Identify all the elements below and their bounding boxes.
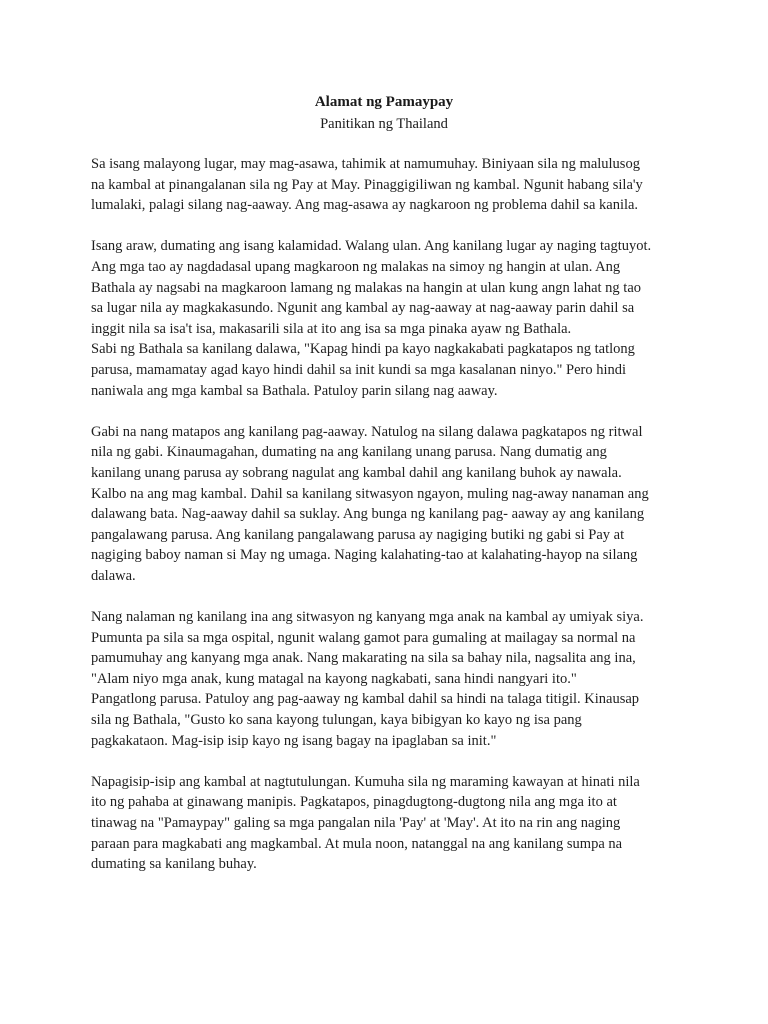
text-line: kanilang unang parusa ay sobrang nagulat ang kambal dahil ang kanilang buhok ay nawala. [91,464,622,481]
text-line: pagkakataon. Mag-isip isip kayo ng isang bagay na ipaglaban sa init." [91,732,497,749]
text-line: Pangatlong parusa. Patuloy ang pag-aaway ng kambal dahil sa hindi na talaga titigil. Kinausap [91,691,640,708]
text-line: dalawa. [91,567,136,584]
document-body [91,154,681,895]
text-line: nila ng gabi. Kinaumagahan, dumating na ang kanilang unang parusa. Nang dumatig ang [91,444,607,461]
text-line: tinawag na "Pamaypay" galing sa mga pangalan nila 'Pay' at 'May'. At ito na rin ang naging [91,815,621,831]
text-line: Ang mga tao ay nagdadasal upang magkaroon ng malakas na simoy ng hangin at ulan. Ang [91,258,621,275]
text-line: na kambal at pinangalanan sila ng Pay at May. Pinaggigiliwan ng kambal. Ngunit habang sila'y [91,176,643,193]
text-line: pamumuhay ang kanyang mga anak. Nang makarating na sila sa bahay nila, nagsalita ang ina, [91,650,636,667]
text-line: Bathala ay nagsabi na magkaroon lamang ng malakas na hangin at ulan kung angn lahat ng tao [91,279,642,296]
text-line: Sa isang malayong lugar, may mag-asawa, tahimik at namumuhay. Biniyaan sila ng malulusog [91,156,640,172]
document-title: Alamat ng Pamaypay [314,94,454,110]
text-line: inggit nila sa isa't isa, makasarili sila at ito ang isa sa mga pinaka ayaw ng Bathala. [91,320,572,337]
text-line: sa lugar nila ay magkakasundo. Ngunit ang kambal ay nag-aaway at nag-aaway parin dahil sa [91,300,635,317]
text-line: dalawang bata. Nag-aaway dahil sa suklay. Ang bunga ng kanilang pag- aaway ay ang kanilang [91,506,645,523]
paragraph [91,422,681,587]
text-line: dumating sa kanilang buhay. [91,856,257,873]
text-line: Sabi ng Bathala sa kanilang dalawa, "Kapag hindi pa kayo nagkakabati pagkatapos ng tatlong [91,341,635,358]
paragraph [91,607,681,751]
text-line: nagiging baboy naman si May ng umaga. Naging kalahating-tao at kalahating-hayop na silang [91,547,638,564]
title-block [0,92,768,134]
text-line: Kalbo na ang mag kambal. Dahil sa kanilang sitwasyon ngayon, muling nag-away nanaman ang [91,485,649,502]
text-line: "Alam niyo mga anak, kung matagal na kayong nagkabati, sana hindi nangyari ito." [91,670,577,687]
paragraph [91,236,681,401]
paragraph [91,772,681,875]
text-line: Gabi na nang matapos ang kanilang pag-aaway. Natulog na silang dalawa pagkatapos ng ritwal [91,423,643,440]
text-line: Isang araw, dumating ang isang kalamidad. Walang ulan. Ang kanilang lugar ay naging tagtuyot. [91,238,652,255]
text-line: lumalaki, palagi silang nag-aaway. Ang mag-asawa ay nagkaroon ng problema dahil sa kanila. [91,197,639,214]
text-line: parusa, mamamatay agad kayo hindi dahil sa init kundi sa mga kasalanan ninyo." Pero hindi [91,361,627,378]
text-line: pangalawang parusa. Ang kanilang pangalawang parusa ay nagiging butiki ng gabi si Pay at [91,526,625,543]
text-line: paraan para magkabati ang magkambal. At mula noon, natanggal na ang kanilang sumpa na [91,835,623,852]
text-line: ito ng pahaba at ginawang manipis. Pagkatapos, pinagdugtong-dugtong nila ang mga ito at [91,794,617,811]
text-line: Nang nalaman ng kanilang ina ang sitwasyon ng kanyang mga anak na kambal ay umiyak siya. [91,609,644,626]
document-subtitle: Panitikan ng Thailand [320,116,448,132]
text-line: Napagisip-isip ang kambal at nagtutulungan. Kumuha sila ng maraming kawayan at hinati nila [91,773,640,790]
text-line: Pumunta pa sila sa mga ospital, ngunit walang gamot para gumaling at mailagay sa normal na [91,629,636,646]
text-line: sila ng Bathala, "Gusto ko sana kayong tulungan, kaya bibigyan ko kayo ng isa pang [91,712,582,729]
paragraph [91,154,681,216]
text-line: naniwala ang mga kambal sa Bathala. Patuloy parin silang nag aaway. [91,382,498,399]
